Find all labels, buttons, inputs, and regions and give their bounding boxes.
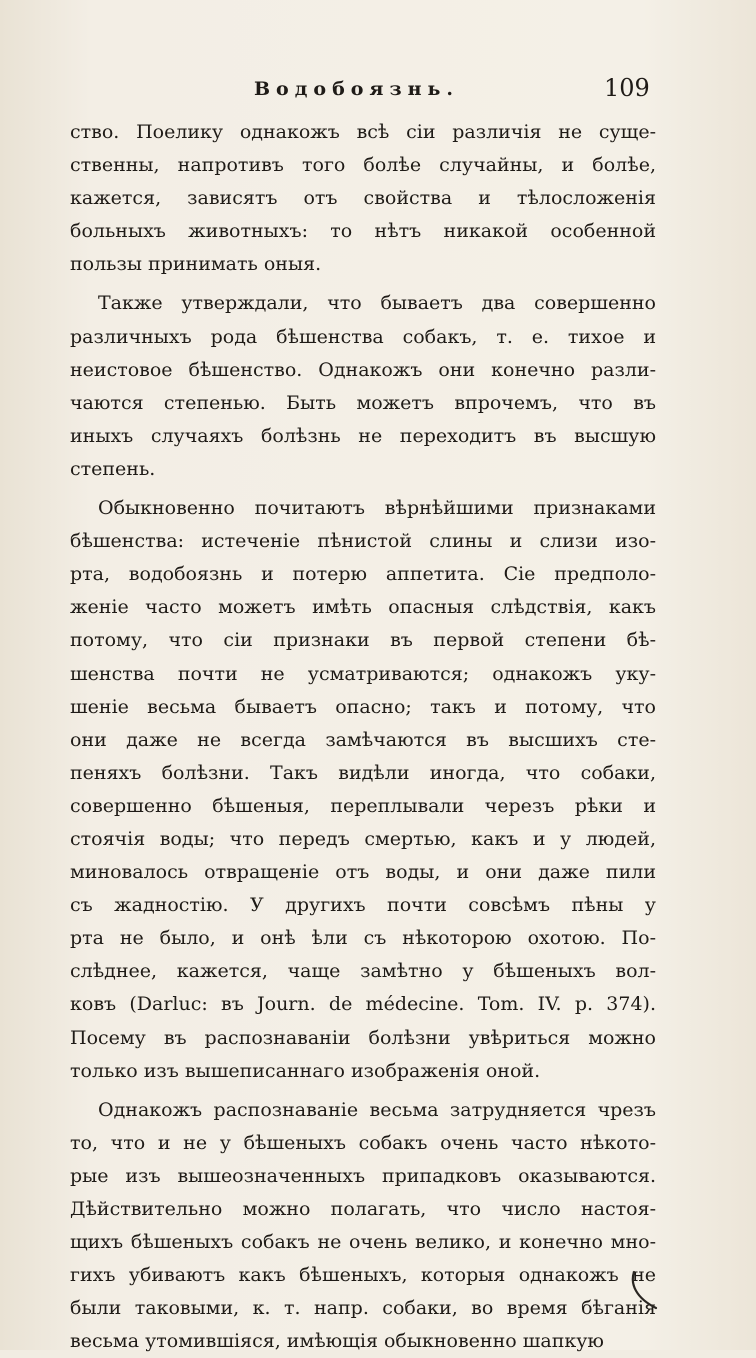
text-line: гихъ убиваютъ какъ бѣшеныхъ, которыя однакожъ не [70,1264,656,1287]
text-line: рта, водобоязнь и потерю аппетита. Сіе предполо- [70,563,656,586]
paragraph [70,116,656,281]
ink-mark-icon [628,1270,662,1310]
text-line: пеняхъ болѣзни. Такъ видѣли иногда, что собаки, [70,761,656,784]
text-line: шеніе весьма бываетъ опасно; такъ и потому, что [70,695,656,718]
text-line: больныхъ животныхъ: то нѣтъ никакой особенной [70,220,656,243]
text-line: женіе часто можетъ имѣть опасныя слѣдствія, какъ [70,596,656,619]
text-line: ственны, напротивъ того болѣе случайны, и болѣе, [70,154,656,177]
running-title: Водобоязнь. [254,78,459,100]
text-line: пользы принимать оныя. [70,253,322,276]
text-line: совершенно бѣшеныя, переплывали черезъ рѣки и [70,794,656,817]
text-line: иныхъ случаяхъ болѣзнь не переходитъ въ высшую [70,424,656,447]
paragraph [70,492,656,1088]
text-line: то, что и не у бѣшеныхъ собакъ очень часто нѣкото- [70,1131,656,1154]
text-line: Однакожъ распознаваніе весьма затрудняется чрезъ [98,1098,656,1121]
text-line: рта не было, и онѣ ѣли съ нѣкоторою охотою. По- [70,927,656,950]
text-line: щихъ бѣшеныхъ собакъ не очень велико, и конечно мно- [70,1231,656,1254]
text-line: Обыкновенно почитаютъ вѣрнѣйшими признаками [98,497,656,520]
text-line: чаются степенью. Быть можетъ впрочемъ, что въ [70,391,656,414]
paragraph [70,287,656,486]
text-line: стоячія воды; что передъ смертью, какъ и у людей, [70,827,656,850]
text-line: весьма утомившіяся, имѣющія обыкновенно шапкую [70,1330,604,1353]
text-line: бѣшенства: истеченіе пѣнистой слины и слизи изо- [70,530,656,553]
text-line: ство. Поелику однакожъ всѣ сіи различія не суще- [70,121,656,143]
text-line: неистовое бѣшенство. Однакожъ они конечно разли- [70,358,656,381]
text-line: различныхъ рода бѣшенства собакъ, т. е. тихое и [70,325,656,348]
text-line: рые изъ вышеозначенныхъ припадковъ оказываются. [70,1164,656,1187]
text-line: степень. [70,457,156,480]
text-line: шенства почти не усматриваются; однакожъ уку- [70,662,656,685]
text-line: они даже не всегда замѣчаются въ высшихъ сте- [70,728,656,751]
text-line: слѣднее, кажется, чаще замѣтно у бѣшеныхъ вол- [70,960,656,983]
text-line: Дѣйствительно можно полагать, что число настоя- [70,1198,656,1220]
text-line: Посему въ распознаваніи болѣзни увѣриться можно [70,1026,656,1049]
text-line: кажется, зависятъ отъ свойства и тѣлосложенія [70,187,656,210]
page-header [0,74,756,106]
text-line: ковъ (Darluc: въ Journ. de médecine. Tom. IV. p. 374). [70,993,656,1016]
body-text [70,116,656,1358]
text-line: потому, что сіи признаки въ первой степени бѣ- [70,629,656,652]
text-line: Также утверждали, что бываетъ два совершенно [98,292,656,315]
paragraph [70,1094,656,1358]
text-line: только изъ вышеписаннаго изображенія оной. [70,1059,541,1082]
page-number: 109 [604,74,650,102]
text-line: были таковыми, к. т. напр. собаки, во время бѣганія [70,1297,656,1320]
text-line: съ жадностію. У другихъ почти совсѣмъ пѣны у [70,894,656,917]
text-line: миновалось отвращеніе отъ воды, и они даже пили [70,861,656,884]
